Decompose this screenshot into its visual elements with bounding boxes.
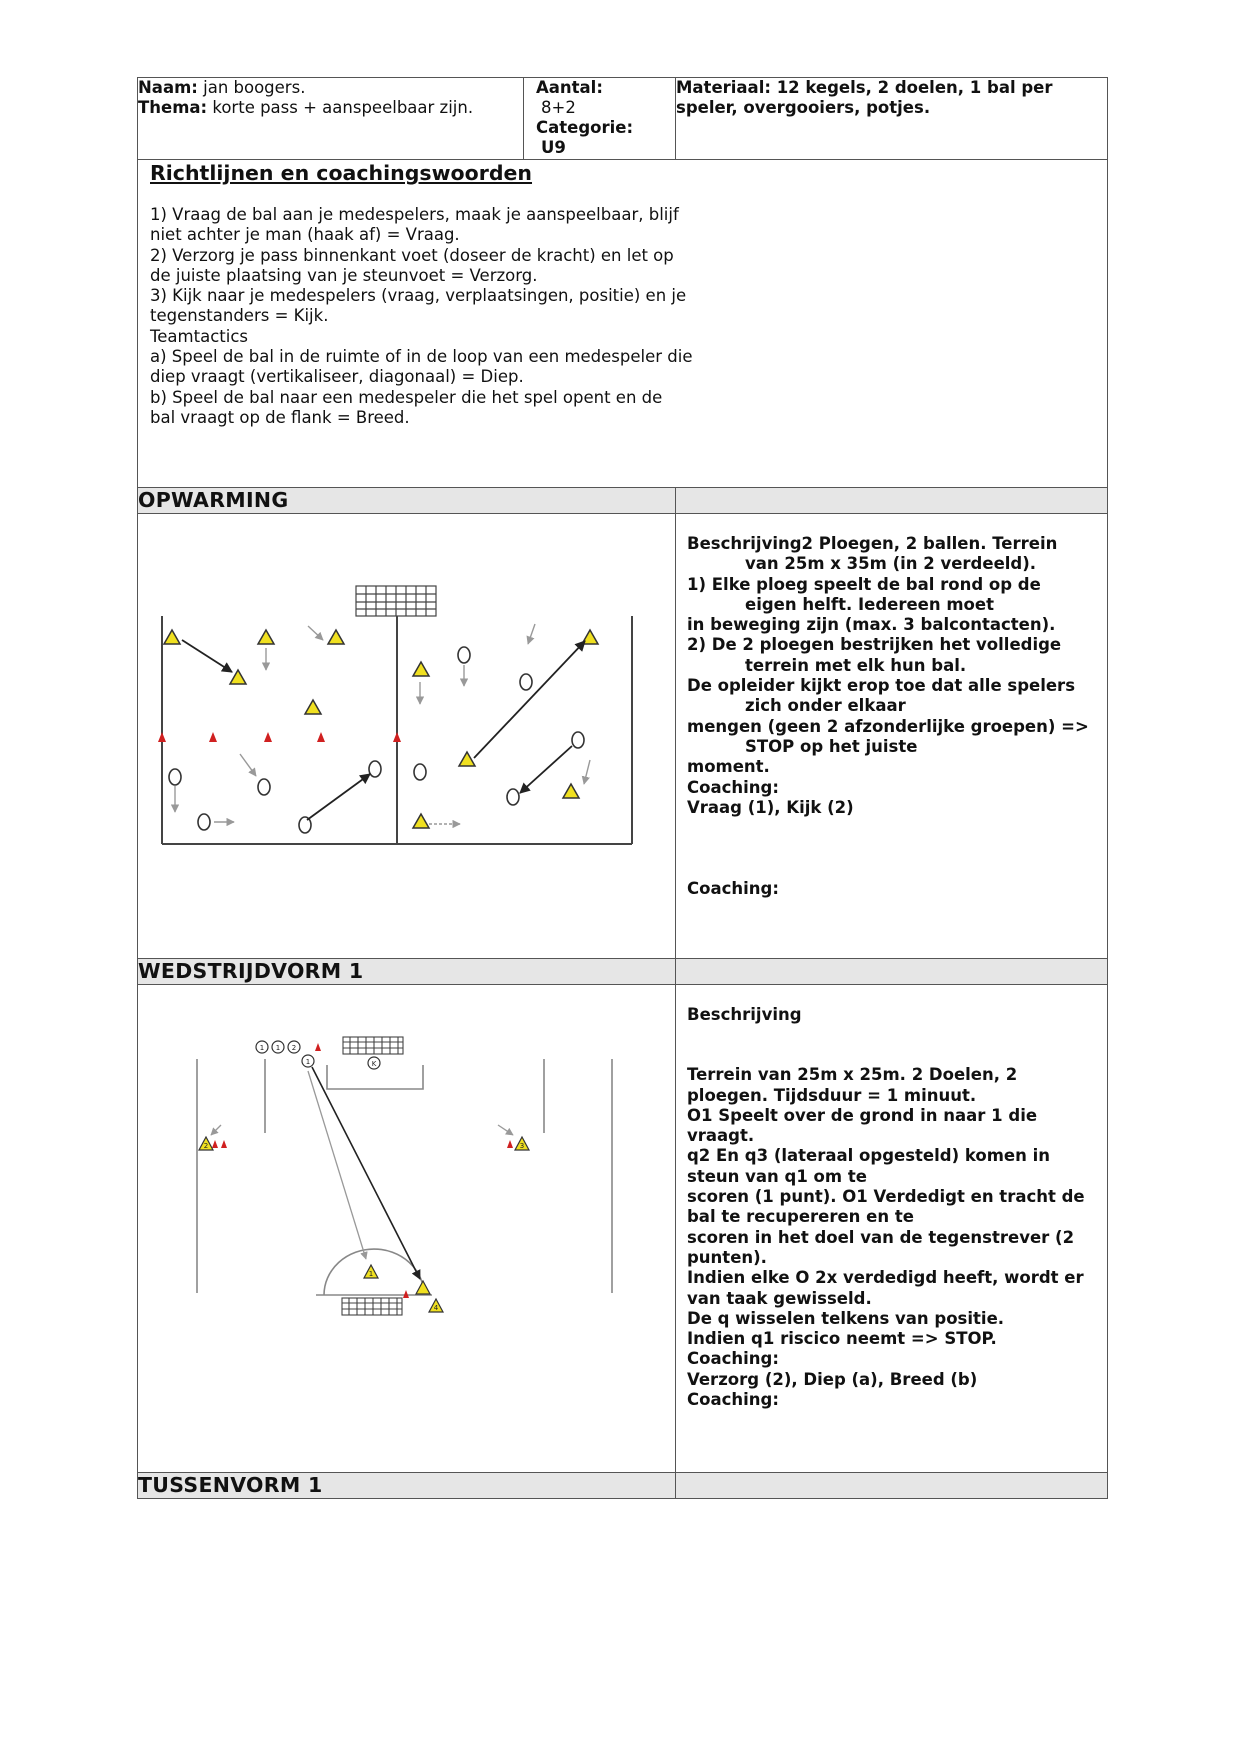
opwarming-desc-cell <box>676 514 1108 959</box>
opwarming-row <box>138 514 1108 959</box>
desc-line: mengen (geen 2 afzonderlijke groepen) => <box>687 716 1089 736</box>
opwarming-diagram-cell <box>138 514 676 959</box>
desc-line: 1) Elke ploeg speelt de bal rond op de <box>687 574 1041 594</box>
desc-line: Coaching: <box>687 777 779 797</box>
desc-line: vraagt. <box>687 1126 755 1146</box>
desc-line: zich onder elkaar <box>745 696 906 716</box>
field-lines <box>162 616 632 844</box>
tussenvorm-title-row <box>138 1473 1108 1499</box>
richtlijn-line: b) Speel de bal naar een medespeler die het spel opent en de <box>150 387 663 407</box>
opwarming-title-row <box>138 488 1108 514</box>
opwarming-description <box>676 514 1107 899</box>
desc-line: De q wisselen telkens van positie. <box>687 1308 1005 1328</box>
red-marker-icons <box>158 732 401 742</box>
opwarming-diagram <box>138 514 674 954</box>
desc-line: moment. <box>687 757 770 777</box>
richtlijn-line: diep vraagt (vertikaliseer, diagonaal) = Diep. <box>150 367 524 387</box>
desc-line: ploegen. Tijdsduur = 1 minuut. <box>687 1085 977 1105</box>
tussenvorm-title: TUSSENVORM 1 <box>138 1473 676 1499</box>
wedstrijdvorm-description <box>676 985 1107 1410</box>
wedstrijdvorm-row <box>138 985 1108 1473</box>
materiaal-text: Materiaal: 12 kegels, 2 doelen, 1 bal per speler, overgooiers, potjes. <box>676 78 1053 117</box>
red-marker-icons <box>212 1043 513 1298</box>
richtlijn-line: niet achter je man (haak af) = Vraag. <box>150 225 460 245</box>
categorie-label: Categorie: <box>536 118 634 137</box>
richtlijnen-row <box>138 160 1108 488</box>
pass-arrows <box>312 1067 420 1279</box>
desc-line: Beschrijving2 Ploegen, 2 ballen. Terrein <box>687 534 1058 553</box>
richtlijn-line: 1) Vraag de bal aan je medespelers, maak je aanspeelbaar, blijf <box>150 205 679 224</box>
pass-arrows <box>182 640 585 820</box>
cone-number: 4 <box>433 1304 439 1312</box>
naam-thema-cell <box>138 78 524 160</box>
richtlijn-line: 2) Verzorg je pass binnenkant voet (doseer de kracht) en let op <box>150 245 674 265</box>
desc-line: eigen helft. Iedereen moet <box>745 594 994 614</box>
desc-line: Indien q1 riscico neemt => STOP. <box>687 1329 997 1349</box>
cone-number: 1 <box>368 1270 374 1278</box>
richtlijnen-cell <box>138 160 1108 488</box>
desc-heading: Beschrijving <box>687 1005 802 1024</box>
player-number: 1 <box>259 1044 265 1052</box>
desc-line: van 25m x 35m (in 2 verdeeld). <box>745 554 1037 574</box>
desc-line: punten). <box>687 1247 767 1267</box>
cone-icons <box>164 630 598 828</box>
wedstrijdvorm-diagram-cell <box>138 985 676 1473</box>
desc-line: in beweging zijn (max. 3 balcontacten). <box>687 615 1056 635</box>
categorie-value: U9 <box>541 138 566 157</box>
goal-icon <box>356 586 436 616</box>
richtlijn-line: 3) Kijk naar je medespelers (vraag, verplaatsingen, positie) en je <box>150 286 687 306</box>
richtlijn-line: Teamtactics <box>150 326 248 346</box>
thema-label: Thema: <box>138 98 208 117</box>
desc-line: 2) De 2 ploegen bestrijken het volledige <box>687 635 1062 655</box>
desc-line: Vraag (1), Kijk (2) <box>687 797 854 817</box>
desc-line: scoren (1 punt). O1 Verdedigt en tracht de <box>687 1187 1085 1207</box>
richtlijn-line: bal vraagt op de flank = Breed. <box>150 407 410 427</box>
player-number: 2 <box>291 1044 297 1052</box>
wedstrijdvorm-title: WEDSTRIJDVORM 1 <box>138 959 676 985</box>
desc-line: STOP op het juiste <box>745 736 918 756</box>
desc-line: Verzorg (2), Diep (a), Breed (b) <box>687 1369 978 1389</box>
desc-line: Coaching: <box>687 879 779 899</box>
wedstrijdvorm-desc-cell <box>676 985 1108 1473</box>
richtlijn-line: tegenstanders = Kijk. <box>150 306 329 326</box>
desc-line: Coaching: <box>687 1349 779 1369</box>
desc-line: Terrein van 25m x 25m. 2 Doelen, 2 <box>687 1065 1018 1085</box>
richtlijn-line: de juiste plaatsing van je steunvoet = Verzorg. <box>150 265 538 285</box>
desc-line: O1 Speelt over de grond in naar 1 die <box>687 1105 1038 1125</box>
materiaal-cell <box>676 78 1108 160</box>
desc-line: Indien elke O 2x verdedigd heeft, wordt er <box>687 1268 1084 1288</box>
wedstrijdvorm-title-empty <box>676 959 1108 985</box>
desc-line: van taak gewisseld. <box>687 1288 872 1308</box>
desc-line: Coaching: <box>687 1390 779 1410</box>
aantal-cell <box>524 78 676 160</box>
tussenvorm-title-empty <box>676 1473 1108 1499</box>
desc-line: q2 En q3 (lateraal opgesteld) komen in <box>687 1146 1050 1166</box>
cone-number: 2 <box>203 1142 209 1150</box>
desc-line: De opleider kijkt erop toe dat alle spelers <box>687 676 1076 696</box>
player-icons <box>169 647 584 833</box>
desc-line: scoren in het doel van de tegenstrever (2 <box>687 1227 1075 1247</box>
richtlijnen-title: Richtlijnen en coachingswoorden <box>150 161 533 185</box>
goal-icon <box>342 1298 402 1315</box>
goal-icon <box>343 1037 403 1054</box>
keeper-label: K <box>371 1060 377 1068</box>
naam-value: jan boogers. <box>203 78 306 97</box>
player-number: 1 <box>275 1044 281 1052</box>
desc-line: bal te recupereren en te <box>687 1207 914 1227</box>
cone-number: 3 <box>519 1142 525 1150</box>
naam-label: Naam: <box>138 78 198 97</box>
cone-icons <box>199 1137 529 1312</box>
aantal-value: 8+2 <box>541 98 576 117</box>
desc-line: terrein met elk hun bal. <box>745 655 967 675</box>
field-lines <box>197 1059 612 1295</box>
run-arrows <box>175 624 590 824</box>
session-sheet <box>137 77 1107 1499</box>
aantal-label: Aantal: <box>536 78 603 97</box>
richtlijnen-body <box>138 187 722 428</box>
wedstrijdvorm-title-row <box>138 959 1108 985</box>
player-number: 1 <box>305 1058 311 1066</box>
session-table <box>137 77 1108 1499</box>
header-row <box>138 78 1108 160</box>
wedstrijdvorm-diagram <box>138 985 674 1465</box>
thema-value: korte pass + aanspeelbaar zijn. <box>212 98 474 117</box>
desc-line: steun van q1 om te <box>687 1166 867 1186</box>
richtlijn-line: a) Speel de bal in de ruimte of in de loop van een medespeler die <box>150 347 693 367</box>
opwarming-title-empty <box>676 488 1108 514</box>
opwarming-title: OPWARMING <box>138 488 676 514</box>
